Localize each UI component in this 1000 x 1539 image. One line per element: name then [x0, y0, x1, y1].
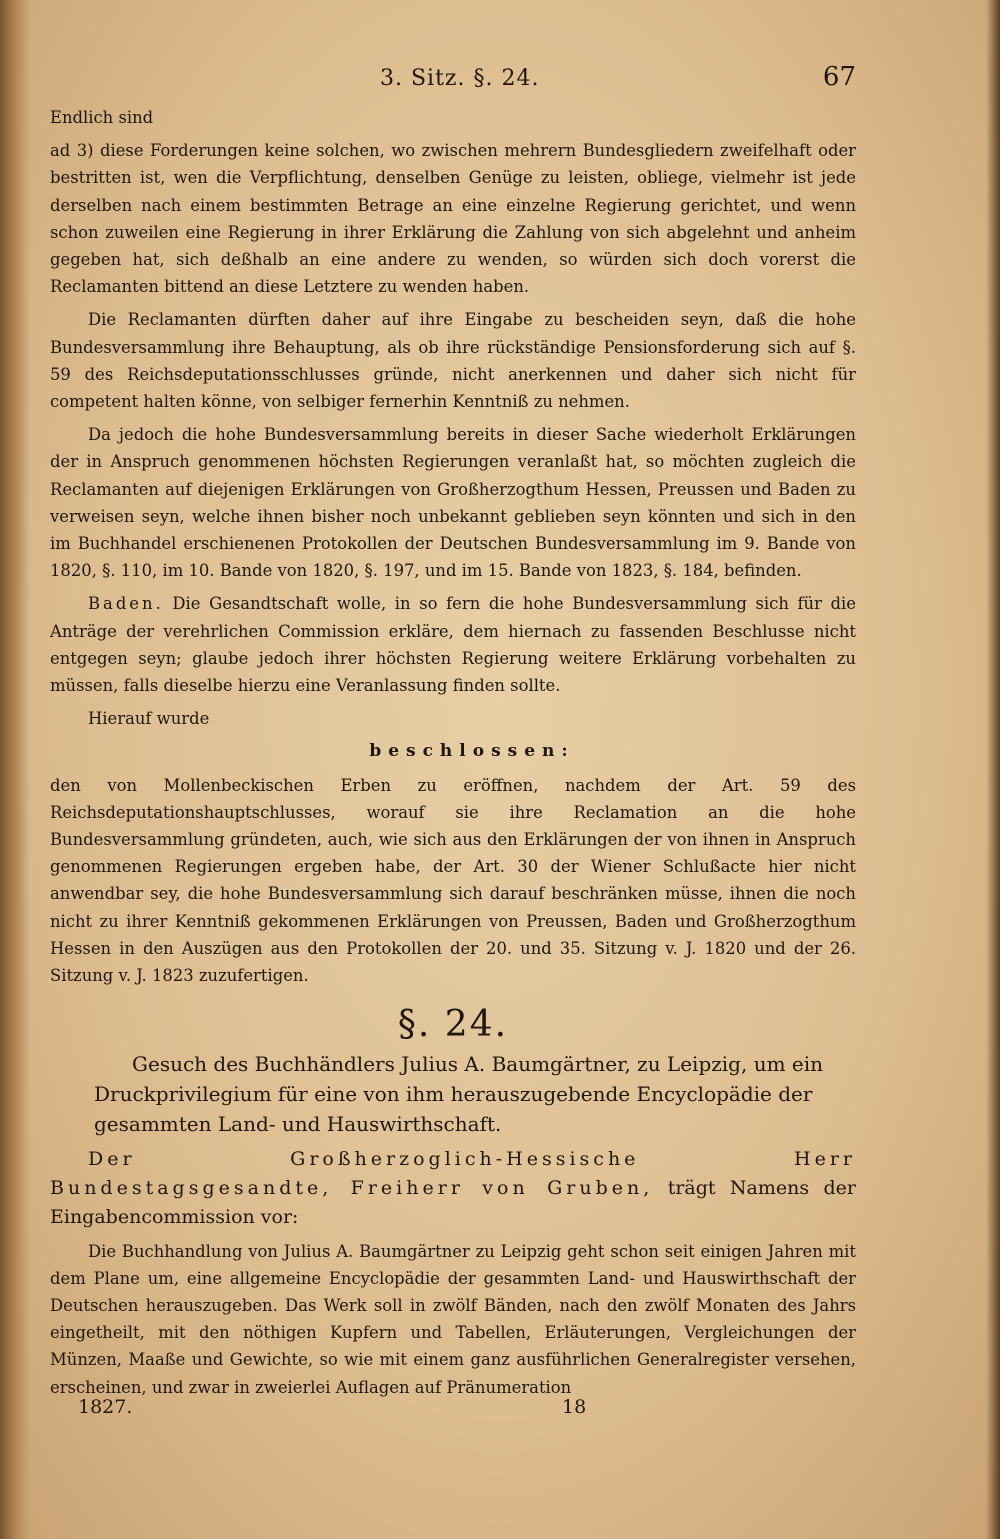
page-footer [50, 1396, 856, 1426]
baden-text: Die Gesandtschaft wolle, in so fern die hohe Bundesversammlung sich für die Anträge der verehrlichen Commission erkläre, dem hiernach zu fassenden Beschlusse nicht entgegen seyn; glaube jedoch ihrer höchsten Regierung weitere Erklärung vorbehalten zu müssen, falls dieselbe hierzu eine Veranlassung finden sollte. [50, 594, 856, 696]
section-text: Die Buchhandlung von Julius A. Baumgärtner zu Leipzig geht schon seit einigen Jahren mit dem Plane um, eine allgemeine Encyclopädie der gesammten Land- und Hauswirthschaft der Deutschen herauszugeben. Das Werk soll in zwölf Bänden, nach den zwölf Monaten des Jahrs eingetheilt, mit den nöthigen Kupfern und Tabellen, Erläuterungen, Vergleichungen der Münzen, Maaße und Gewichte, so wie mit einem ganz ausführlichen Generalregister versehen, erscheinen, und zwar in zweierlei Auflagen auf Pränumeration [50, 1241, 856, 1397]
paragraph-reclamanten: Die Reclamanten dürften daher auf ihre Eingabe zu bescheiden seyn, daß die hohe Bundesversammlung ihre Behauptung, als ob ihre rückständige Pensionsforderung sich auf §. 59 des Reichsdeputationsschlusses gründe, nicht anerkennen und daher sich nicht für competent halten könne, von selbiger fernerhin Kenntniß zu nehmen. [50, 310, 856, 412]
paragraph-baden [50, 590, 856, 699]
footer-sheet-number: 18 [562, 1396, 587, 1418]
page-number: 67 [822, 62, 856, 92]
paragraph-ad-3: ad 3) diese Forderungen keine solchen, wo zwischen mehrern Bundesgliedern zweifelhaft oder bestritten ist, wen die Verpflichtung, denselben Genüge zu leisten, obliege, vielmehr ist jede derselben nach einem bestimmten Betrage an eine einzelne Regierung gerichtet, und wenn schon zuweilen eine Regierung in ihrer Erklärung die Zahlung von sich abgelehnt und anheim gegeben hat, sich deßhalb an eine andere zu wenden, so würden sich doch vorerst die Reclamanten bittend an diese Letztere zu wenden haben. [50, 141, 856, 297]
section-heading: §. 24. [397, 1004, 509, 1046]
baden-label: Baden. [88, 594, 164, 614]
paragraph-hierauf: Hierauf wurde [88, 709, 210, 729]
paragraph-endlich: Endlich sind [50, 108, 154, 127]
resolution-text: den von Mollenbeckischen Erben zu eröffnen, nachdem der Art. 59 des Reichsdeputationshauptschlusses, worauf sie ihre Reclamation an die hohe Bundesversammlung gründeten, auch, wie sich aus den Erklärungen der von ihnen in Anspruch genommenen Regierungen ergeben habe, der Art. 30 der Wiener Schlußacte hier nicht anwendbar sey, die hohe Bundesversammlung sich darauf beschränken müsse, ihnen die noch nicht zu ihrer Kenntniß gekommenen Erklärungen von Preussen, Baden und Großherzogthum Hessen in den Auszügen aus den Protokollen der 20. und 35. Sitzung v. J. 1820 und der 26. Sitzung v. J. 1823 zuzufertigen. [50, 775, 856, 986]
delegate-name: Der Großherzoglich-Hessische Herr Bundestagsgesandte, Freiherr von Gruben, [50, 1147, 856, 1199]
petition-title: Gesuch des Buchhändlers Julius A. Baumgärtner, zu Leipzig, um ein Druckprivilegium für eine von ihm herauszugebende Encyclopädie der gesammten Land- und Hauswirthschaft. [94, 1051, 824, 1136]
page-edge-shadow [986, 0, 1000, 1539]
delegate-line [50, 1145, 856, 1232]
page-header [50, 62, 856, 102]
running-title: 3. Sitz. §. 24. [380, 66, 540, 91]
footer-year: 1827. [78, 1396, 133, 1418]
delegate-rest: trägt Namens der Eingabencommission vor: [50, 1176, 857, 1228]
book-spine-shadow [0, 0, 30, 1539]
resolved-heading: beschlossen: [369, 741, 575, 762]
paragraph-erklaerungen: Da jedoch die hohe Bundesversammlung bereits in dieser Sache wiederholt Erklärungen der in Anspruch genommenen höchsten Regierungen veranlaßt hat, so möchten zugleich die Reclamanten auf diejenigen Erklärungen von Großherzogthum Hessen, Preussen und Baden zu verweisen seyn, welche ihnen bisher noch unbekannt geblieben seyn könnten und sich in den im Buchhandel erschienenen Protokollen der Deutschen Bundesversammlung im 9. Bande von 1820, §. 110, im 10. Bande von 1820, §. 197, und im 15. Bande von 1823, §. 184, befinden. [50, 425, 856, 581]
body-text [50, 104, 856, 1407]
